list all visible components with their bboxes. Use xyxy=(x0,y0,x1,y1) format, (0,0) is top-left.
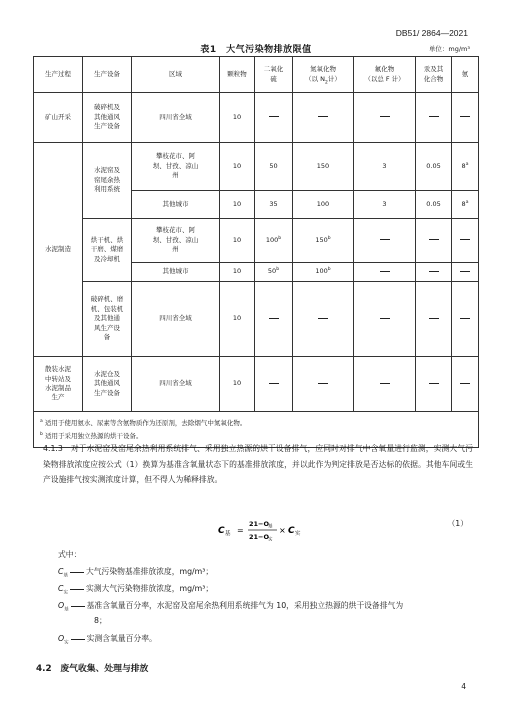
unit-label: 单位：mg/m³ xyxy=(428,45,470,53)
header-pm: 颗粒物 xyxy=(220,57,255,93)
cell-equipment: 水泥窑及 窑尾余热 利用系统 xyxy=(83,143,132,219)
cell-so2: 50$^b$ xyxy=(255,263,293,282)
cell-pm: 10 xyxy=(220,219,255,263)
emission-limits-table xyxy=(33,56,479,448)
cell-process: 水泥制造 xyxy=(34,143,83,357)
cell-pm: 10 xyxy=(220,282,255,357)
header-equipment: 生产设备 xyxy=(83,57,132,93)
cell-equipment: 烘干机、烘 干磨、煤磨 及冷却机 xyxy=(83,219,132,282)
header-mercury: 汞及其 化合物 xyxy=(416,57,452,93)
cell-nox: 100$^b$ xyxy=(293,263,354,282)
table-row xyxy=(34,143,479,191)
note-b: $^b$ 适用于采用独立热源的烘干设备。 xyxy=(40,431,143,440)
variable-definition: $C_基$大气污染物基准排放浓度，mg/m³； xyxy=(58,567,214,579)
variable-definition: $O_基$基准含氧量百分率，水泥窑及窑尾余热利用系统排气为 10，采用独立热源的烘干设备排气为 xyxy=(58,601,404,613)
cell-empty xyxy=(354,93,416,143)
cell-nox: 100 xyxy=(293,191,354,219)
clause-4-1-3: 4.1.3 对于水泥窑及窑尾余热利用系统排气、采用独立热源的烘干设备排气，应同时对排气中含氧量进行监测，实测大气污染物排放浓度应按公式（1）换算为基准含氧量状态下的基准排放浓度，并以此作为判定排放是否达标的依据。其他车间或生产设施排气按实测浓度计算，但不得人为稀释排放。 xyxy=(43,444,473,484)
cell-fluoride: 3 xyxy=(354,191,416,219)
variable-definition: $O_实$实测含氧量百分率。 xyxy=(58,634,157,646)
cell-empty xyxy=(293,93,354,143)
cell-ammonia: 8$^a$ xyxy=(452,191,479,219)
cell-empty xyxy=(452,93,479,143)
header-fluoride: 氟化物 （以总 F 计） xyxy=(354,57,416,93)
cell-region: 攀枝花市、阿 坝、甘孜、凉山 州 xyxy=(132,143,220,191)
section-title: 4.2 废气收集、处理与排放 xyxy=(36,664,149,674)
table-header-row xyxy=(34,57,479,93)
formula-lhs-sub: 基 xyxy=(225,531,231,537)
where-label: 式中： xyxy=(58,550,82,559)
cell-pm: 10 xyxy=(220,191,255,219)
cell-region: 四川省全域 xyxy=(132,93,220,143)
table-row xyxy=(34,219,479,263)
table-caption: 表1 大气污染物排放限值 xyxy=(200,45,312,55)
cell-pm: 10 xyxy=(220,263,255,282)
header-region: 区域 xyxy=(132,57,220,93)
cell-empty xyxy=(293,282,354,357)
cell-equipment: 水泥仓及 其他通风 生产设备 xyxy=(83,357,132,412)
table-row xyxy=(34,282,479,357)
formula-denominator: 21−O xyxy=(249,533,270,541)
cell-empty xyxy=(416,357,452,412)
note-a: $^a$ 适用于使用氨水、尿素等含氨物质作为还原剂，去除烟气中氮氧化物。 xyxy=(40,418,247,427)
cell-empty xyxy=(452,263,479,282)
cell-empty xyxy=(416,219,452,263)
header-ammonia: 氨 xyxy=(452,57,479,93)
cell-so2: 50 xyxy=(255,143,293,191)
cell-region: 四川省全域 xyxy=(132,282,220,357)
cell-region: 四川省全域 xyxy=(132,357,220,412)
header-so2: 二氧化 硫 xyxy=(255,57,293,93)
cell-fluoride: 3 xyxy=(354,143,416,191)
cell-empty xyxy=(293,357,354,412)
cell-empty xyxy=(452,282,479,357)
cell-pm: 10 xyxy=(220,93,255,143)
cell-equipment: 破碎机及 其他通风 生产设备 xyxy=(83,93,132,143)
cell-mercury: 0.05 xyxy=(416,191,452,219)
cell-empty xyxy=(416,93,452,143)
header-process: 生产过程 xyxy=(34,57,83,93)
standard-number: DB51/ 2864—2021 xyxy=(395,28,468,38)
cell-equipment: 破碎机、磨 机、包装机 及其他通 风生产设 备 xyxy=(83,282,132,357)
cell-empty xyxy=(255,357,293,412)
cell-empty xyxy=(354,282,416,357)
formula-num-sub: 基 xyxy=(268,524,273,530)
formula-numerator: 21−O xyxy=(249,520,270,528)
cell-nox: 150$^b$ xyxy=(293,219,354,263)
cell-process: 矿山开采 xyxy=(34,93,83,143)
cell-empty xyxy=(416,282,452,357)
page-number: 4 xyxy=(461,682,466,691)
cell-empty xyxy=(354,219,416,263)
cell-nox: 150 xyxy=(293,143,354,191)
table-row xyxy=(34,357,479,412)
cell-process: 散装水泥 中转站及 水泥制品 生产 xyxy=(34,357,83,412)
oxygen-conversion-formula xyxy=(216,512,336,548)
formula-lhs: C xyxy=(218,526,225,536)
cell-empty xyxy=(354,357,416,412)
equation-number: （1） xyxy=(447,519,468,528)
cell-mercury: 0.05 xyxy=(416,143,452,191)
cell-ammonia: 8$^a$ xyxy=(452,143,479,191)
cell-pm: 10 xyxy=(220,143,255,191)
formula-times: × xyxy=(279,526,286,535)
cell-region: 其他城市 xyxy=(132,263,220,282)
cell-empty xyxy=(255,93,293,143)
cell-empty xyxy=(255,282,293,357)
cell-empty xyxy=(452,219,479,263)
variable-definition: $C_实$实测大气污染物排放浓度，mg/m³； xyxy=(58,584,214,596)
cell-pm: 10 xyxy=(220,357,255,412)
header-nox: 氮氧化物 （以 $N_2$计） xyxy=(293,57,354,93)
svg-text:=: = xyxy=(237,526,244,535)
cell-region: 攀枝花市、阿 坝、甘孜、凉山 州 xyxy=(132,219,220,263)
variable-definition-continued: 8； xyxy=(94,616,107,625)
cell-empty xyxy=(452,357,479,412)
cell-so2: 100$^b$ xyxy=(255,219,293,263)
cell-so2: 35 xyxy=(255,191,293,219)
formula-rhs: C xyxy=(288,526,295,536)
cell-region: 其他城市 xyxy=(132,191,220,219)
cell-empty xyxy=(354,263,416,282)
cell-empty xyxy=(416,263,452,282)
table-row xyxy=(34,93,479,143)
formula-rhs-sub: 实 xyxy=(295,531,301,537)
formula-den-sub: 实 xyxy=(268,537,273,543)
